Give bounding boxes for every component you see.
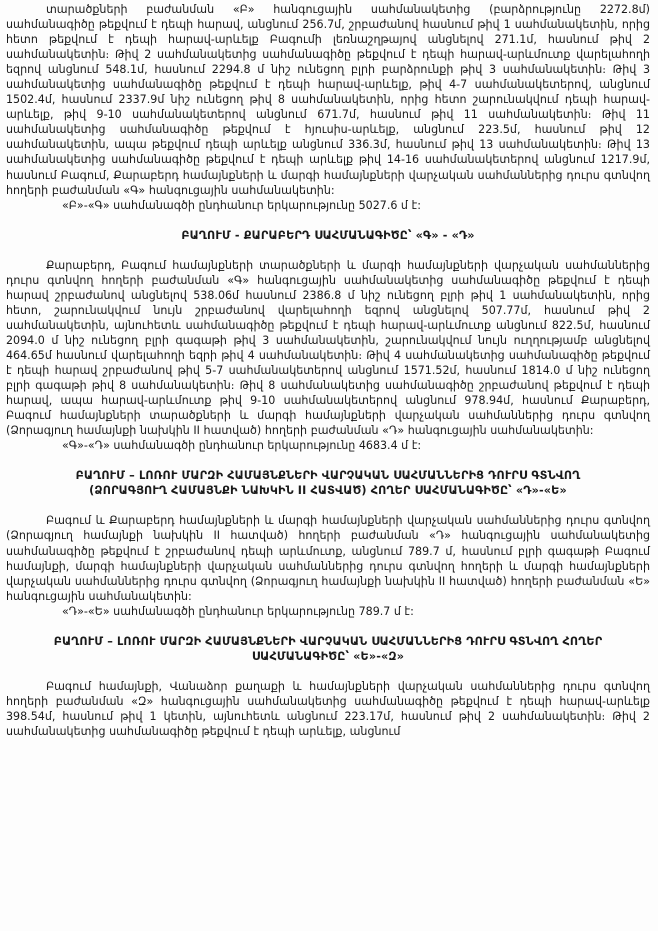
section-heading-g-d — [6, 228, 650, 243]
section-spacer — [6, 619, 650, 634]
section-heading-d-e-line-1: ԲԱՂՈՒՄ – ԼՈՌՈՒ ՄԱՐԶԻ ՀԱՄԱՅՆՔՆԵՐԻ ՎԱՐՉԱԿԱՆ ՍԱՀՄԱՆՆԵՐԻՑ ԴՈՒՐՍ ԳՏՆՎՈՂ — [75, 469, 581, 483]
section-spacer — [6, 664, 650, 679]
result-line-g-d: «Գ»-«Դ» սահմանագծի ընդհանուր երկարությունը 4683.4 մ է: — [62, 439, 422, 453]
section-heading-d-e — [6, 468, 650, 498]
paragraph-body-d-e: Բագում և Քարաբերդ համայնքների և մարգի համայնքների վարչական սահմաններից դուրս գտնվող (Ձորագյուղ համայնքի նախկին II հատված) հողերի բաժանման «Դ» հանգուցային սահմանակետից սահմանագիծը թեքվում է շրբաժանով դեպի արևմուտք, անցնում 789.7 մ, հասնում բլրի գագաթի Բագում համայնքի, մարգի համայնքների վարչական սահմաններից դուրս գտնվող հողերի և մարգի համայնքների վարչական սահմաններից դուրս գտնվող (Ձորագյուղ համայնքի նախկին II հատված) հողերի բաժանման «Ե» հանգուցային սահմանակետին: — [6, 514, 650, 603]
section-spacer — [6, 453, 650, 468]
section-heading-e-z — [6, 634, 650, 664]
section-spacer — [6, 213, 650, 228]
paragraph-body-e-z: Բագում համայնքի, Վանաձոր քաղաքի և համայնքների վարչական սահմաններից դուրս գտնվող հողերի բաժանման «Զ» հանգուցային սահմանակետից սահմանագիծը թեքվում է դեպի հարավ-արևելք 398.54մ, հասնում թիվ 1 կետին, այնուհետև անցնում 223.17մ, հասնում թիվ 2 սահմանակետին։ Թիվ 2 սահմանակետից սահմանագիծը թեքվում է դեպի արևելք, անցնում — [6, 679, 650, 738]
document-body — [6, 0, 650, 739]
result-line-b-g: «Բ»-«Գ» սահմանագծի ընդհանուր երկարությունը 5027.6 մ է: — [62, 198, 421, 212]
section-spacer — [6, 243, 650, 258]
paragraph-continuation-b-g: տարածքների բաժանման «Բ» հանգուցային սահմանակետից (բարձրությունը 2272.8մ) սահմանագիծը թեքվում է դեպի հարավ, անցնում 256.7մ, շրբաժանով հասնում թիվ 1 սահմանակետին, որից հետո թեքվում է դեպի հարավ-արևելք Բագումի լեռնաշղթայով անցնելով 271.1մ, հասնում թիվ 2 սահմանակետին։ Թիվ 2 սահմանակետից սահմանագիծը թեքվում է դեպի հարավ-արևմուտք վարելահողի եզրով անցնում 548.1մ, հասնում 2294.8 մ նիշ ունեցող բլրի բարձրունքի թիվ 3 սահմանակետին։ Թիվ 3 սահմանակետից սահմանագիծը թեքվում է դեպի հարավ-արևելք, թիվ 4-7 սահմանակետերով, անցնում 1502.4մ, հասնում 2337.9մ նիշ ունեցող թիվ 8 սահմանակետին, որից հետո շարունակվում դեպի հարավ-արևելք, թիվ 9-10 սահմանակետերով անցնում 671.7մ, հասնում թիվ 11 սահմանակետին։ Թիվ 11 սահմանակետից սահմանագիծը թեքվում է հյուսիս-արևելք, անցնում 223.5մ, հասնում թիվ 12 սահմանակետին, ապա թեքվում դեպի արևելք անցնում 336.3մ, հասնում թիվ 13 սահմանակետին։ Թիվ 13 սահմանակետից սահմանագիծը թեքվում է դեպի արևելք թիվ 14-16 սահմանակետերով անցնում 1217.9մ, հասնում Բագում, Քարաբերդ համայնքների և մարգի համայնքների վարչական սահմաններից դուրս գտնվող հողերի բաժանման «Գ» հանգուցային սահմանակետին: — [6, 3, 650, 197]
paragraph-body-g-d: Քարաբերդ, Բագում համայնքների տարածքների և մարգի համայնքների վարչական սահմաններից դուրս գտնվող հողերի բաժանման «Գ» հանգուցային սահմանակետից սահմանագիծը թեքվում է դեպի հարավ շրբաժանով անցնելով 538.06մ հասնում 2386.8 մ նիշ ունեցող բլրի թիվ 1 սահմանակետին, որից հետո, շարունակվում նույն շրբաժանով վարելահողի եզրով անցնելով 507.77մ, հասնում թիվ 2 սահմանակետին, այնուհետև սահմանագիծը թեքվում է դեպի հարավ-արևմուտք անցնում 822.5մ, հասնում 2094.0 մ նիշ ունեցող բլրի գագաթի թիվ 3 սահմանակետին, շարունակվում նույն ուղղությամբ անցնելով 464.65մ հասնում վարելահողի եզրի թիվ 4 սահմանակետին։ Թիվ 4 սահմանակետից սահմանագիծը թեքվում է դեպի հարավ շրբաժանով թիվ 5-7 սահմանակետերով անցնում 1571.52մ, հասնում 1814.0 մ նիշ ունեցող բլրի գագաթի թիվ 8 սահմանակետին։ Թիվ 8 սահմանակետից սահմանագիծը շրբաժանով թեքվում է դեպի հարավ, ապա հարավ-արևմուտք թիվ 9-10 սահմանակետերով անցնում 978.94մ, հասնում Քարաբերդ, Բագում համայնքների տարածքների և մարգի համայնքների վարչական սահմաններից դուրս գտնվող (Ձորագյուղ համայնքի նախկին II հատված) հողերի բաժանման «Դ» հանգուցային սահմանակետին: — [6, 258, 650, 438]
section-heading-e-z-line-1: ԲԱՂՈՒՄ – ԼՈՌՈՒ ՄԱՐԶԻ ՀԱՄԱՅՆՔՆԵՐԻ ՎԱՐՉԱԿԱՆ ՍԱՀՄԱՆՆԵՐԻՑ ԴՈՒՐՍ ԳՏՆՎՈՂ ՀՈՂԵՐ — [53, 634, 603, 648]
section-heading-e-z-line-2: ՍԱՀՄԱՆԱԳԻԾԸ՝ «Ե»-«Զ» — [251, 649, 405, 663]
section-heading-d-e-line-2: (ՁՈՐԱԳՅՈՒՂ ՀԱՄԱՅՆՔԻ ՆԱԽԿԻՆ II ՀԱՏՎԱԾ) ՀՈՂԵՐ ՍԱՀՄԱՆԱԳԻԾԸ՝ «Դ»-«Ե» — [89, 484, 567, 498]
section-spacer — [6, 498, 650, 513]
result-line-d-e: «Դ»-«Ե» սահմանագծի ընդհանուր երկարությունը 789.7 մ է: — [62, 604, 414, 618]
section-heading-g-d-line-1: ԲԱՂՈՒՄ - ՔԱՐԱԲԵՐԴ ՍԱՀՄԱՆԱԳԻԾԸ՝ «Գ» - «Դ» — [181, 228, 475, 242]
